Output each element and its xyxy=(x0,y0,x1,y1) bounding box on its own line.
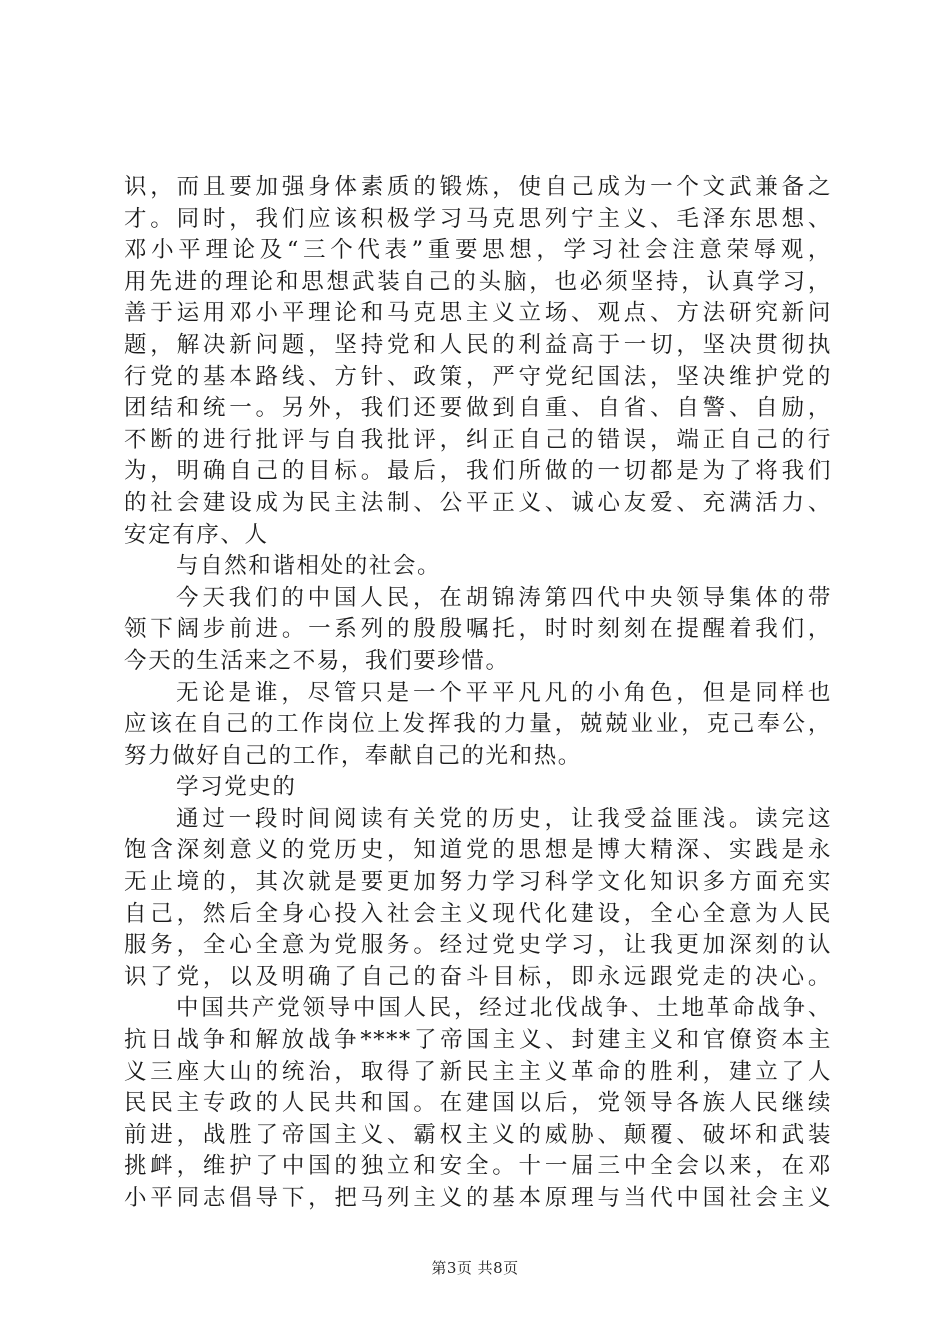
text-line: 不断的进行批评与自我批评，纠正自己的错误，端正自己的行 xyxy=(124,426,832,453)
text-line: 题，解决新问题，坚持党和人民的利益高于一切，坚决贯彻执 xyxy=(124,331,832,358)
text-line: 民民主专政的人民共和国。在建国以后，党领导各族人民继续 xyxy=(124,1090,832,1117)
text-line: 团结和统一。另外，我们还要做到自重、自省、自警、自励， xyxy=(124,395,832,422)
text-line: 才。同时，我们应该积极学习马克思列宁主义、毛泽东思想、 xyxy=(124,205,832,232)
text-line: 应该在自己的工作岗位上发挥我的力量，兢兢业业，克己奉公， xyxy=(124,711,832,738)
text-line: 今天我们的中国人民，在胡锦涛第四代中央领导集体的带 xyxy=(176,584,832,611)
text-line: 为，明确自己的目标。最后，我们所做的一切都是为了将我们 xyxy=(124,458,832,485)
text-line: 挑衅，维护了中国的独立和安全。十一届三中全会以来，在邓 xyxy=(124,1153,832,1180)
text-line: 无论是谁，尽管只是一个平平凡凡的小角色，但是同样也 xyxy=(176,679,832,706)
text-line: 行党的基本路线、方针、政策，严守党纪国法，坚决维护党的 xyxy=(124,363,832,390)
text-line: 自己，然后全身心投入社会主义现代化建设，全心全意为人民 xyxy=(124,900,832,927)
text-line: 识，而且要加强身体素质的锻炼，使自己成为一个文武兼备之 xyxy=(124,174,832,200)
text-line: 善于运用邓小平理论和马克思主义立场、观点、方法研究新问 xyxy=(124,300,832,327)
text-line: 用先进的理论和思想武装自己的头脑，也必须坚持，认真学习， xyxy=(124,268,832,295)
text-line: 安定有序、人 xyxy=(124,521,269,548)
text-line: 抗日战争和解放战争****了帝国主义、封建主义和官僚资本主 xyxy=(124,1027,832,1054)
text-line: 饱含深刻意义的党历史，知道党的思想是博大精深、实践是永 xyxy=(124,837,832,864)
text-line: 今天的生活来之不易，我们要珍惜。 xyxy=(124,647,510,674)
text-line: 中国共产党领导中国人民，经过北伐战争、土地革命战争、 xyxy=(176,995,832,1022)
section-heading: 学习党史的 xyxy=(176,774,297,801)
text-line: 努力做好自己的工作，奉献自己的光和热。 xyxy=(124,742,582,769)
text-line: 小平同志倡导下，把马列主义的基本原理与当代中国社会主义 xyxy=(124,1185,832,1211)
text-line: 服务，全心全意为党服务。经过党史学习，让我更加深刻的认 xyxy=(124,932,832,959)
text-line: 邓小平理论及“三个代表”重要思想，学习社会注意荣辱观， xyxy=(124,237,832,264)
page-footer: 第3页 共8页 xyxy=(431,1259,519,1277)
text-line: 识了党，以及明确了自己的奋斗目标，即永远跟党走的决心。 xyxy=(124,963,832,990)
text-line: 前进，战胜了帝国主义、霸权主义的威胁、颠覆、破坏和武装 xyxy=(124,1121,832,1148)
text-line: 通过一段时间阅读有关党的历史，让我受益匪浅。读完这 xyxy=(176,805,832,832)
body-text xyxy=(124,172,832,1215)
text-line: 领下阔步前进。一系列的殷殷嘱托，时时刻刻在提醒着我们， xyxy=(124,616,832,643)
text-line: 义三座大山的统治，取得了新民主主义革命的胜利，建立了人 xyxy=(124,1058,832,1085)
text-line: 无止境的，其次就是要更加努力学习科学文化知识多方面充实 xyxy=(124,869,832,896)
text-line: 的社会建设成为民主法制、公平正义、诚心友爱、充满活力、 xyxy=(124,489,832,516)
text-line: 与自然和谐相处的社会。 xyxy=(176,553,442,580)
